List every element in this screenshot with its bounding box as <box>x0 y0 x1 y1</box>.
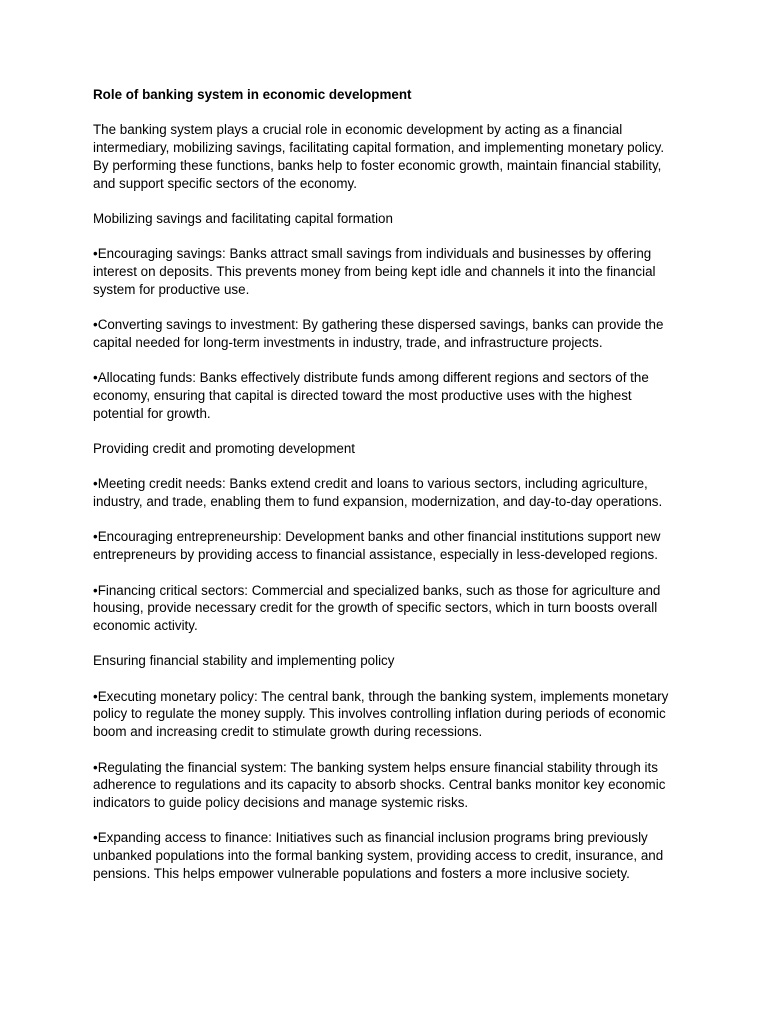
bullet-financing-critical-sectors: •Financing critical sectors: Commercial and specialized banks, such as those for agriculture and housing, provide necessary credit for the growth of specific sectors, which in turn boosts overall economic activity. <box>93 582 661 633</box>
document-page <box>93 86 683 882</box>
bullet-meeting-credit-needs: •Meeting credit needs: Banks extend credit and loans to various sectors, including agriculture, industry, and trade, enabling them to fund expansion, modernization, and day-to-day operations. <box>93 476 663 510</box>
bullet-allocating-funds: •Allocating funds: Banks effectively distribute funds among different regions and sectors of the economy, ensuring that capital is directed toward the most productive uses with the highest potential for growth. <box>93 370 649 421</box>
bullet-encouraging-savings: •Encouraging savings: Banks attract small savings from individuals and businesses by offering interest on deposits. This prevents money from being kept idle and channels it into the financial system for productive use. <box>93 246 656 297</box>
bullet-converting-savings: •Converting savings to investment: By gathering these dispersed savings, banks can provide the capital needed for long-term investments in industry, trade, and infrastructure projects. <box>93 317 664 350</box>
bullet-regulating-financial-system: •Regulating the financial system: The banking system helps ensure financial stability through its adherence to regulations and its capacity to absorb shocks. Central banks monitor key economic indicators to guide policy decisions and manage systemic risks. <box>93 759 666 810</box>
bullet-encouraging-entrepreneurship: •Encouraging entrepreneurship: Development banks and other financial institutions support new entrepreneurs by providing access to financial assistance, especially in less-developed regions. <box>93 529 661 563</box>
section-heading-savings: Mobilizing savings and facilitating capital formation <box>93 210 393 226</box>
intro-paragraph: The banking system plays a crucial role in economic development by acting as a financial intermediary, mobilizing savings, facilitating capital formation, and implementing monetary policy. By performing these functions, banks help to foster economic growth, maintain financial stability, and support specific sectors of the economy. <box>93 122 665 191</box>
section-heading-stability: Ensuring financial stability and implementing policy <box>93 653 395 669</box>
document-title: Role of banking system in economic development <box>93 87 412 102</box>
bullet-executing-monetary-policy: •Executing monetary policy: The central bank, through the banking system, implements monetary policy to regulate the money supply. This involves controlling inflation during periods of economic boom and increasing credit to stimulate growth during recessions. <box>93 688 669 740</box>
section-heading-credit: Providing credit and promoting development <box>93 440 356 456</box>
bullet-expanding-access: •Expanding access to finance: Initiatives such as financial inclusion programs bring previously unbanked populations into the formal banking system, providing access to credit, insurance, and pensions. This helps empower vulnerable populations and fosters a more inclusive society. <box>93 830 664 881</box>
